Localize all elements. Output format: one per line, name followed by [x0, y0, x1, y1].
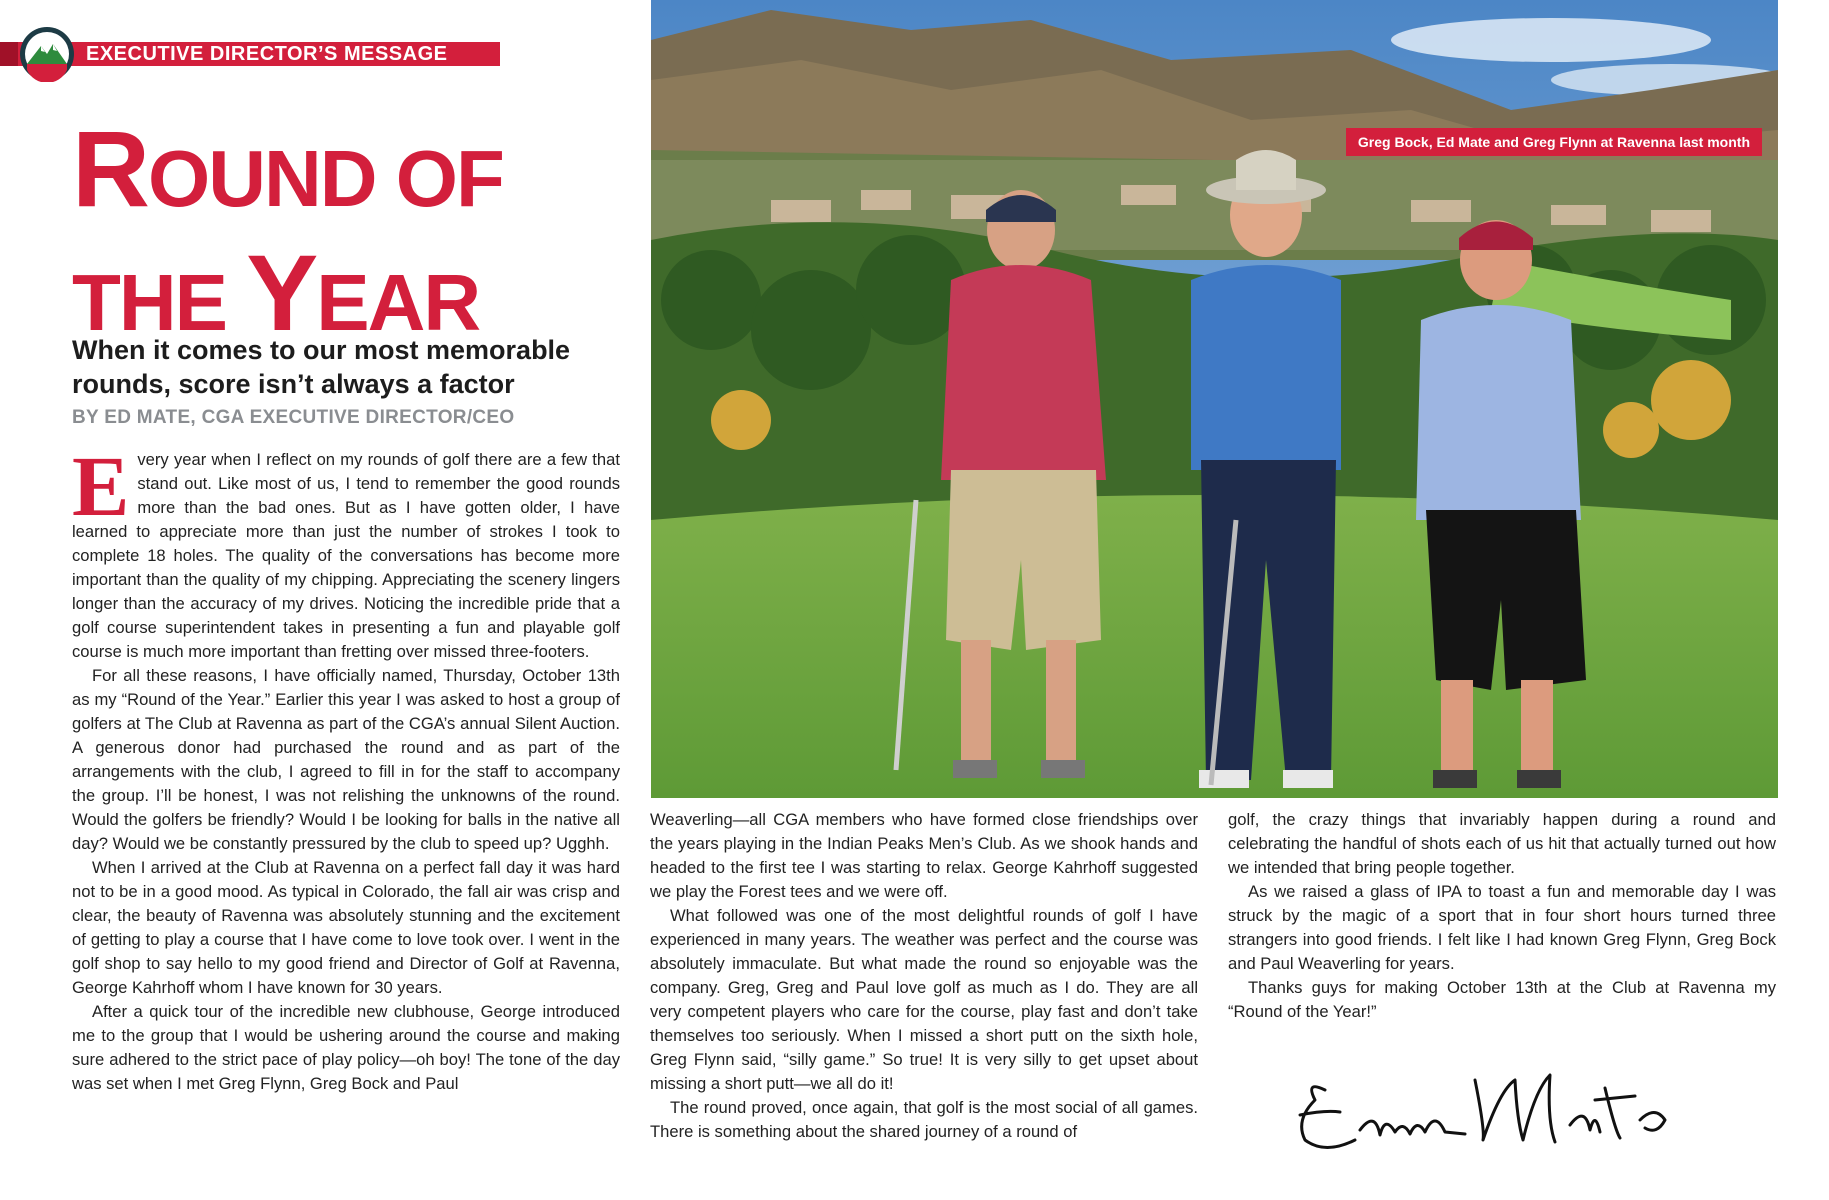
paragraph-7: The round proved, once again, that golf is the most social of all games. There is something about the shared journey of a round of [650, 1098, 1198, 1141]
paragraph-10: Thanks guys for making October 13th at the Club at Ravenna my “Round of the Year!” [1228, 978, 1776, 1021]
section-tag-stripe [0, 42, 18, 66]
article-title [72, 108, 632, 360]
paragraph-4: After a quick tour of the incredible new clubhouse, George introduced me to the group that I would be ushering around the course and making sure adhered to the strict pace of play policy—oh boy! The tone of the day was set when I met Greg Flynn, Greg Bock and Paul [72, 1002, 620, 1093]
paragraph-6: What followed was one of the most delightful rounds of golf I have experienced in many years. The weather was perfect and the course was absolutely immaculate. But what made the round so enjoyable was the company. Greg, Greg and Paul love golf as much as I do. They are all very competent players who care for the course, play fast and don’t take themselves too seriously. When I missed a short putt on the sixth hole, Greg Flynn said, “silly game.” So true! It is very silly to get upset about missing a short putt—we all do it! [650, 906, 1198, 1093]
paragraph-8: golf, the crazy things that invariably happen during a round and celebrating the handful of shots each of us hit that actually turned out how we intended that bring people together. [1228, 810, 1776, 877]
paragraph-2: For all these reasons, I have officially named, Thursday, October 13th as my “Round of the Year.” Earlier this year I was asked to host a group of golfers at The Club at Ravenna as part of the CGA’s annual Silent Auction. A generous donor had purchased the round and as part of the arrangements with the club, I agreed to fill in for the staff to accompany the group. I’ll be honest, I was not relishing the unknowns of the round. Would the golfers be friendly? Would I be looking for balls in the native all day? Would we be constantly pressured by the club to speed up? Ugghh. [72, 666, 620, 853]
section-label: EXECUTIVE DIRECTOR’S MESSAGE [86, 43, 448, 65]
paragraph-3: When I arrived at the Club at Ravenna on a perfect fall day it was hard not to be in a good mood. As typical in Colorado, the fall air was crisp and clear, the beauty of Ravenna was absolutely stunning and the excitement of getting to play a course that I have come to love took over. I went in the golf shop to say hello to my good friend and Director of Golf at Ravenna, George Kahrhoff whom I have known for 30 years. [72, 858, 620, 997]
article-column-1 [72, 438, 620, 1096]
article-column-3 [1228, 808, 1776, 1024]
title-line-2: THE YEAR [72, 232, 480, 353]
signature-image [1285, 1060, 1715, 1170]
paragraph-9: As we raised a glass of IPA to toast a fun and memorable day I was struck by the magic of a sport that in four short hours turned three strangers into good friends. I felt like I had known Greg Flynn, Greg Bock and Paul Weaverling for years. [1228, 882, 1776, 973]
mountain-logo-icon [19, 26, 75, 82]
paragraph-1: Every year when I reflect on my rounds of golf there are a few that stand out. Like most of us, I tend to remember the good rounds more than the bad ones. But as I have gotten older, I have learned to appreciate more than just the number of strokes I took to complete 18 holes. The quality of the conversations has become more important than the quality of my chipping. Appreciating the scenery lingers longer than the accuracy of my drives. Noticing the incredible pride that a golf course superintendent takes in presenting a fun and playable golf course is much more important than fretting over missed three-footers. [72, 438, 620, 661]
group-photo [651, 0, 1778, 798]
paragraph-5: Weaverling—all CGA members who have formed close friendships over the years playing in the Indian Peaks Men’s Club. As we shook hands and headed to the first tee I was starting to relax. George Kahrhoff suggested we play the Forest tees and we were off. [650, 810, 1198, 901]
article-byline: BY ED MATE, CGA EXECUTIVE DIRECTOR/CEO [72, 407, 515, 428]
golf-course-photo-illustration [651, 0, 1778, 798]
drop-cap: E [72, 438, 130, 534]
section-tag [0, 42, 500, 66]
title-line-1: ROUND OF [72, 108, 503, 229]
article-column-2 [650, 808, 1198, 1144]
photo-caption: Greg Bock, Ed Mate and Greg Flynn at Ravenna last month [1346, 128, 1762, 156]
article-subtitle: When it comes to our most memorable rounds, score isn’t always a factor [72, 335, 571, 399]
